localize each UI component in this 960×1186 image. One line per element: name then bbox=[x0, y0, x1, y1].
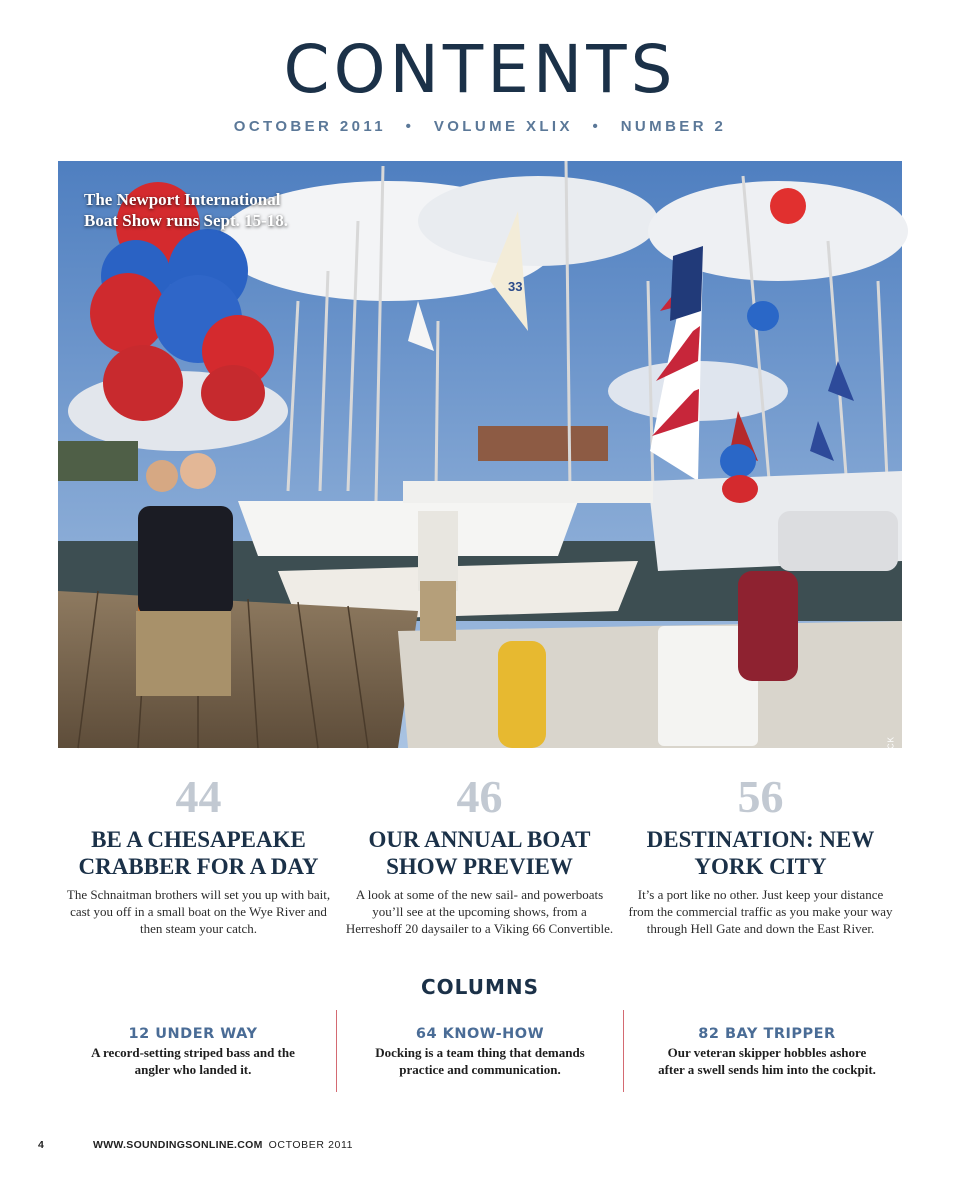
feature-headline[interactable]: DESTINATION: NEW YORK CITY bbox=[646, 827, 875, 879]
photo-caption: The Newport International Boat Show runs Sept. 15-18. bbox=[84, 190, 289, 230]
issue-month: OCTOBER 2011 bbox=[233, 118, 386, 135]
page-footer bbox=[38, 1139, 354, 1151]
feature-page-number: 44 bbox=[175, 771, 222, 822]
issue-line bbox=[0, 118, 960, 135]
column-heading[interactable]: 64 KNOW-HOW bbox=[415, 1026, 545, 1042]
page-title: CONTENTS bbox=[283, 31, 677, 108]
column-item[interactable] bbox=[336, 1010, 623, 1092]
issue-separator: • bbox=[592, 118, 602, 135]
feature-item[interactable] bbox=[620, 770, 901, 937]
boat-show-illustration bbox=[58, 161, 902, 748]
feature-page-number: 56 bbox=[737, 771, 784, 822]
footer-url[interactable]: WWW.SOUNDINGSONLINE.COM bbox=[93, 1139, 263, 1151]
column-description: A record-setting striped bass and the angler who landed it. bbox=[91, 1045, 295, 1077]
columns-title: COLUMNS bbox=[421, 975, 539, 999]
flag-number: 33 bbox=[508, 279, 523, 294]
column-description: Docking is a team thing that demands practice and communication. bbox=[375, 1045, 585, 1077]
photo-credit: BILLY BLACK bbox=[887, 736, 896, 797]
column-description: Our veteran skipper hobbles ashore after a swell sends him into the cockpit. bbox=[658, 1045, 876, 1077]
feature-item[interactable] bbox=[58, 770, 339, 937]
feature-description: A look at some of the new sail- and powerboats you’ll see at the upcoming shows, from a Herreshoff 20 daysailer to a Viking 66 Convertible. bbox=[345, 887, 614, 936]
feature-page-number: 46 bbox=[456, 771, 503, 822]
column-heading[interactable]: 12 UNDER WAY bbox=[128, 1026, 258, 1042]
column-item[interactable] bbox=[50, 1010, 336, 1092]
feature-list bbox=[58, 770, 902, 937]
feature-headline[interactable]: BE A CHESAPEAKE CRABBER FOR A DAY bbox=[78, 827, 319, 879]
column-heading[interactable]: 82 BAY TRIPPER bbox=[698, 1026, 836, 1042]
columns-list bbox=[50, 1010, 910, 1092]
column-item[interactable] bbox=[623, 1010, 910, 1092]
feature-item[interactable] bbox=[339, 770, 620, 937]
feature-headline[interactable]: OUR ANNUAL BOAT SHOW PREVIEW bbox=[368, 827, 591, 879]
issue-number: NUMBER 2 bbox=[620, 118, 727, 135]
footer-page-number: 4 bbox=[38, 1139, 44, 1151]
issue-volume: VOLUME XLIX bbox=[433, 118, 573, 135]
footer-date: OCTOBER 2011 bbox=[268, 1139, 354, 1151]
issue-separator: • bbox=[405, 118, 415, 135]
feature-description: The Schnaitman brothers will set you up with bait, cast you off in a small boat on the Wye River and then steam your catch. bbox=[66, 887, 331, 936]
feature-description: It’s a port like no other. Just keep your distance from the commercial traffic as you make your way through Hell Gate and down the East River. bbox=[628, 887, 893, 936]
